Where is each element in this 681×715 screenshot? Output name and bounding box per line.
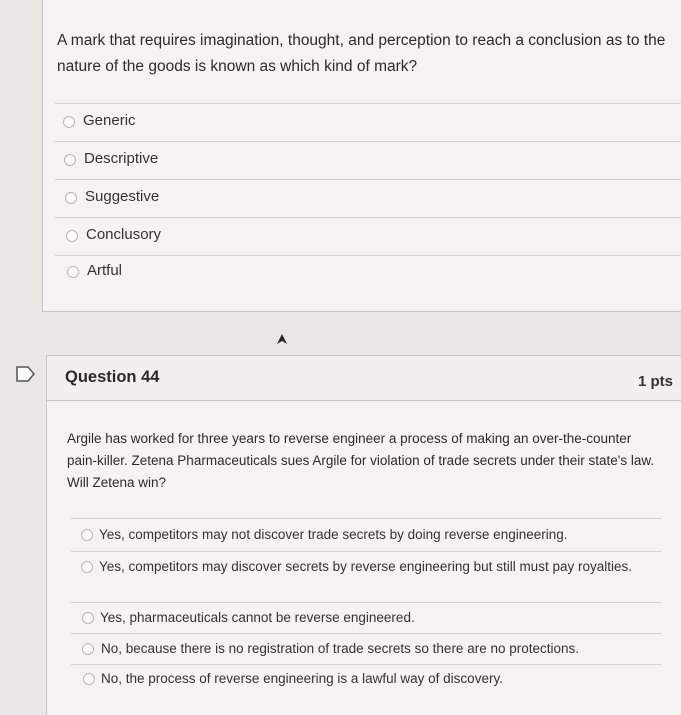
question-43-answers	[55, 103, 681, 293]
question-title: Question 44	[65, 368, 160, 386]
answer-option[interactable]	[55, 141, 681, 179]
answer-option[interactable]	[71, 633, 661, 664]
flag-icon[interactable]	[16, 366, 36, 382]
radio-button[interactable]	[81, 529, 93, 541]
answer-option[interactable]	[55, 217, 681, 255]
radio-button[interactable]	[63, 116, 75, 128]
answer-label: Descriptive	[84, 150, 159, 167]
radio-button[interactable]	[83, 673, 95, 685]
question-header	[47, 356, 681, 401]
answer-option[interactable]	[71, 551, 661, 602]
radio-button[interactable]	[82, 612, 94, 624]
answer-label: Generic	[83, 112, 136, 129]
question-points: 1 pts	[637, 373, 673, 390]
radio-button[interactable]	[67, 266, 79, 278]
answer-label: Yes, competitors may not discover trade secrets by doing reverse engineering.	[99, 527, 568, 542]
question-44-card	[46, 355, 681, 715]
answer-option[interactable]	[55, 255, 681, 293]
answer-label: Artful	[87, 262, 123, 279]
radio-button[interactable]	[81, 561, 93, 573]
answer-label: No, because there is no registration of trade secrets so there are no protections.	[101, 641, 580, 656]
answer-option[interactable]	[55, 179, 681, 217]
answer-label: No, the process of reverse engineering is a lawful way of discovery.	[101, 671, 503, 686]
radio-button[interactable]	[66, 230, 78, 242]
answer-label: Conclusory	[86, 226, 162, 243]
answer-option[interactable]	[71, 602, 661, 633]
answer-label: Suggestive	[85, 188, 160, 205]
radio-button[interactable]	[65, 192, 77, 204]
question-44-text: Argile has worked for three years to reverse engineer a process of making an over-the-counter pain-killer. Zetena Pharmaceuticals sues Argile for violation of trade secrets under their state's law. Will Zetena win?	[67, 431, 655, 490]
question-44-answers	[71, 518, 661, 695]
mouse-cursor-icon	[275, 332, 289, 346]
radio-button[interactable]	[82, 643, 94, 655]
answer-option[interactable]	[71, 664, 661, 695]
answer-option[interactable]	[71, 518, 661, 551]
question-43-text: A mark that requires imagination, thought, and perception to reach a conclusion as to the nature of the goods is known as which kind of mark?	[57, 32, 666, 75]
answer-option[interactable]	[55, 103, 681, 141]
question-43-card	[42, 0, 681, 312]
answer-label: Yes, competitors may discover secrets by reverse engineering but still must pay royalties.	[99, 559, 632, 574]
answer-label: Yes, pharmaceuticals cannot be reverse engineered.	[100, 610, 415, 625]
radio-button[interactable]	[64, 154, 76, 166]
